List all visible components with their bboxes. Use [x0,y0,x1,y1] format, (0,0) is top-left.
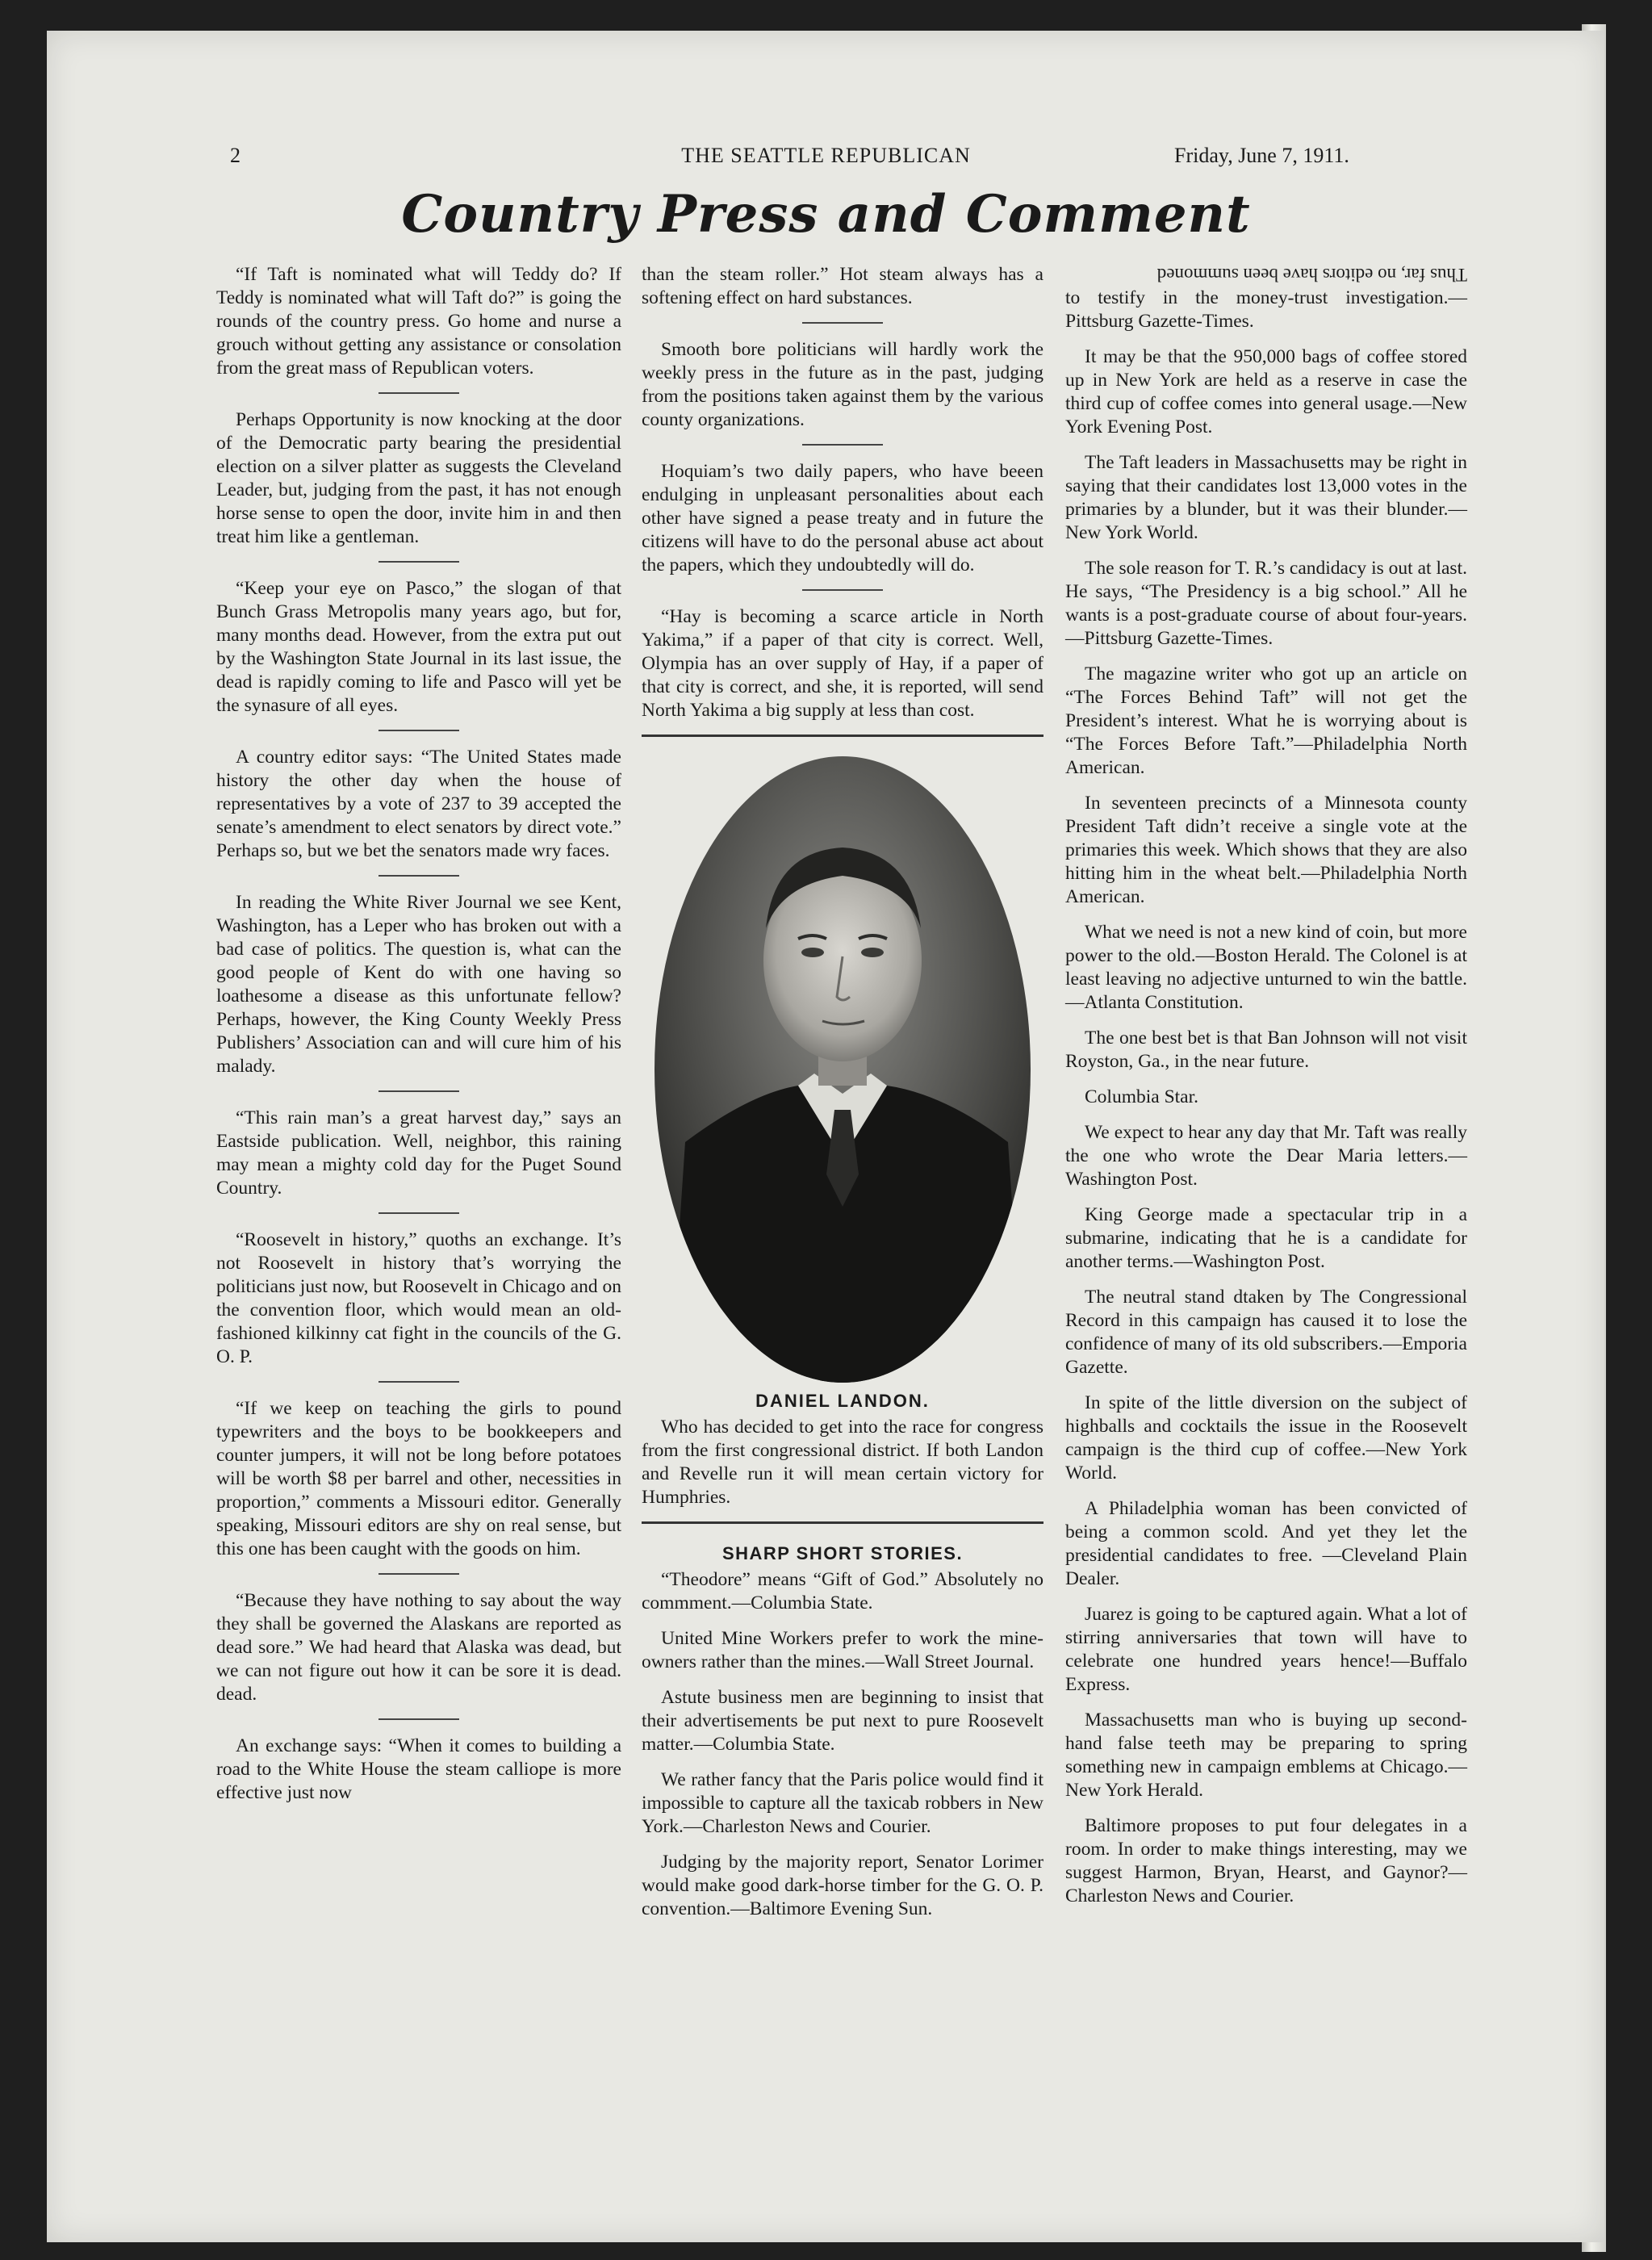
divider [802,444,883,446]
column-3-paragraph: to testify in the money-trust investigation.—Pittsburg Gazette-Times. [1065,287,1467,332]
column-3-paragraph: The magazine writer who got up an article on “The Forces Behind Taft” will not get the President’s interest. What he is worrying about is “The Forces Before Taft.”—Philadelphia North American. [1065,663,1467,778]
portrait-name: DANIEL LANDON. [755,1391,930,1411]
inverted-type-line: Thus far, no editors have been summoned [1156,265,1467,285]
column-3-paragraph: In spite of the little diversion on the subject of highballs and cocktails the issue in the Roosevelt campaign is the third cup of coffee.—New York World. [1065,1392,1467,1484]
portrait-photo [653,755,1032,1384]
column-3-paragraph: It may be that the 950,000 bags of coffee stored up in New York are held as a reserve in case the third cup of coffee comes into general usage.—New York Evening Post. [1065,346,1467,437]
page-headline: Country Press and Comment [401,184,1251,245]
divider [378,1090,459,1092]
short-story: Judging by the majority report, Senator Lorimer would make good dark-horse timber for the G. O. P. convention.—Baltimore Evening Sun. [642,1852,1043,1919]
divider [378,561,459,563]
column-3-paragraph: Massachusetts man who is buying up second-hand false teeth may be preparing to spring something new in campaign emblems at Chicago.—New York Herald. [1065,1710,1467,1801]
column-3-paragraph: The neutral stand dtaken by The Congressional Record in this campaign has caused it to lose the confidence of many of its old subscribers.—Emporia Gazette. [1065,1287,1467,1378]
column-1-paragraph: In reading the White River Journal we see Kent, Washington, has a Leper who has broken out with a bad case of politics. The question is, what can the good people of Kent do with one having so loathesome a disease as this unfortunate fellow? Perhaps, however, the King County Weekly Press Publishers’ Association can and will cure him of his malady. [216,892,621,1077]
divider [378,1573,459,1575]
column-3-paragraph: The sole reason for T. R.’s candidacy is out at last. He says, “The Presidency is a big school.” All he wants is a post-graduate course of about four-years.—Pittsburg Gazette-Times. [1065,558,1467,649]
section-rule [642,734,1043,737]
column-3-paragraph: Juarez is going to be captured again. What a lot of stirring anniversaries that town will have to celebrate one hundred years hence!—Buffalo Express. [1065,1604,1467,1695]
column-2 [642,263,1043,1933]
divider [378,1381,459,1383]
section-rule [642,1521,1043,1524]
column-2-paragraph: Smooth bore politicians will hardly work the weekly press in the future as in the past, judging from the positions taken against them by the various county organizations. [642,339,1043,430]
short-story: “Theodore” means “Gift of God.” Absolutely no commment.—Columbia State. [642,1569,1043,1613]
divider [378,1212,459,1214]
column-3-paragraph: Columbia Star. [1085,1086,1198,1107]
column-2-paragraph: Hoquiam’s two daily papers, who have beeen endulging in unpleasant personalities about each other have signed a pease treaty and in future the citizens will have to do the personal abuse act about the papers, which they undoubtedly will do. [642,461,1043,575]
divider [378,1718,459,1720]
short-story: United Mine Workers prefer to work the mine-owners rather than the mines.—Wall Street Journal. [642,1628,1043,1672]
issue-date: Friday, June 7, 1911. [1174,144,1349,167]
column-1-paragraph: An exchange says: “When it comes to building a road to the White House the steam calliope is more effective just now [216,1735,621,1803]
column-1-paragraph: “Roosevelt in history,” quoths an exchange. It’s not Roosevelt in history that’s worrying the politicians just now, but Roosevelt in Chicago and on the convention floor, which would mean an old-fashioned kilkinny cat fight in the councils of the G. O. P. [216,1229,621,1367]
section-heading: SHARP SHORT STORIES. [721,1543,964,1563]
column-1-paragraph: “Because they have nothing to say about the way they shall be governed the Alaskans are reported as dead sore.” We had heard that Alaska was dead, but we can not figure out how it can be sore it is dead. dead. [216,1590,621,1705]
column-3-paragraph: A Philadelphia woman has been convicted of being a common scold. And yet they let the presidential candidates to free. —Cleveland Plain Dealer. [1065,1498,1467,1589]
column-1-paragraph: “This rain man’s a great harvest day,” says an Eastside publication. Well, neighbor, this raining may mean a mighty cold day for the Puget Sound Country. [216,1107,621,1199]
column-3-paragraph: We expect to hear any day that Mr. Taft was really the one who wrote the Dear Maria letters.—Washington Post. [1065,1122,1467,1190]
column-1-paragraph: “If we keep on teaching the girls to pound typewriters and the boys to be bookkeepers and counter jumpers, it will not be long before potatoes will be worth $8 per barrel and other, necessities in proportion,” comments a Missouri editor. Generally speaking, Missouri editors are shy on real sense, but this one has been caught with the goods on him. [216,1398,621,1559]
portrait-figure [642,755,1043,1384]
column-2-paragraph: than the steam roller.” Hot steam always has a softening effect on hard substances. [642,264,1043,308]
column-1 [216,263,621,1817]
column-1-paragraph: “If Taft is nominated what will Teddy do? If Teddy is nominated what will Taft do?” is going the rounds of the country press. Go home and nurse a grouch without getting any assistance or consolation from the great mass of Republican voters. [216,264,621,379]
divider [378,392,459,394]
short-story: Astute business men are beginning to insist that their advertisements be put next to pure Roosevelt matter.—Columbia State. [642,1687,1043,1755]
column-3-paragraph: The one best bet is that Ban Johnson will not visit Royston, Ga., in the near future. [1065,1027,1467,1072]
short-story: We rather fancy that the Paris police would find it impossible to capture all the taxicab robbers in New York.—Charleston News and Courier. [642,1769,1043,1837]
column-3 [1065,263,1467,1920]
column-3-paragraph: What we need is not a new kind of coin, but more power to the old.—Boston Herald. The Colonel is at least leaving no adjective unturned to win the battle.—Atlanta Constitution. [1065,922,1467,1013]
divider [802,322,883,324]
divider [378,875,459,877]
column-1-paragraph: A country editor says: “The United States made history the other day when the house of representatives by a vote of 237 to 39 accepted the senate’s amendment to elect senators by direct vote.” Perhaps so, but we bet the senators made wry faces. [216,747,621,861]
portrait-caption: Who has decided to get into the race for congress from the first congressional district. If both Landon and Revelle run it will mean certain victory for Humphries. [642,1417,1043,1508]
column-3-paragraph: Baltimore proposes to put four delegates in a room. In order to make things interesting, may we suggest Harmon, Bryan, Hearst, and Gaynor?—Charleston News and Courier. [1065,1815,1467,1906]
column-3-paragraph: In seventeen precincts of a Minnesota county President Taft didn’t receive a single vote at the primaries this week. Which shows that they are also hitting him in the wheat belt.—Philadelphia North American. [1065,793,1467,907]
column-1-paragraph: Perhaps Opportunity is now knocking at the door of the Democratic party bearing the presidential election on a silver platter as suggests the Cleveland Leader, but, judging from the past, it has not enough horse sense to open the door, invite him in and then treat him like a gentleman. [216,409,621,547]
column-1-paragraph: “Keep your eye on Pasco,” the slogan of that Bunch Grass Metropolis many years ago, but for, many months dead. However, from the extra put out by the Washington State Journal in its last issue, the dead is rapidly coming to life and Pasco will yet be the synasure of all eyes. [216,578,621,716]
divider [378,730,459,731]
column-3-paragraph: King George made a spectacular trip in a submarine, indicating that he is a candidate for another terms.—Washington Post. [1065,1204,1467,1272]
column-2-paragraph: “Hay is becoming a scarce article in North Yakima,” if a paper of that city is correct. Well, Olympia has an over supply of Hay, if a paper of that city is correct, and she, it is reported, will send North Yakima a big supply at less than cost. [642,606,1043,721]
paper-name: THE SEATTLE REPUBLICAN [681,144,971,167]
column-3-paragraph: The Taft leaders in Massachusetts may be right in saying that their candidates lost 13,000 votes in the primaries by a blunder, but it was their blunder.—New York World. [1065,452,1467,543]
masthead [0,144,1652,176]
page-number: 2 [230,144,240,167]
divider [802,589,883,591]
